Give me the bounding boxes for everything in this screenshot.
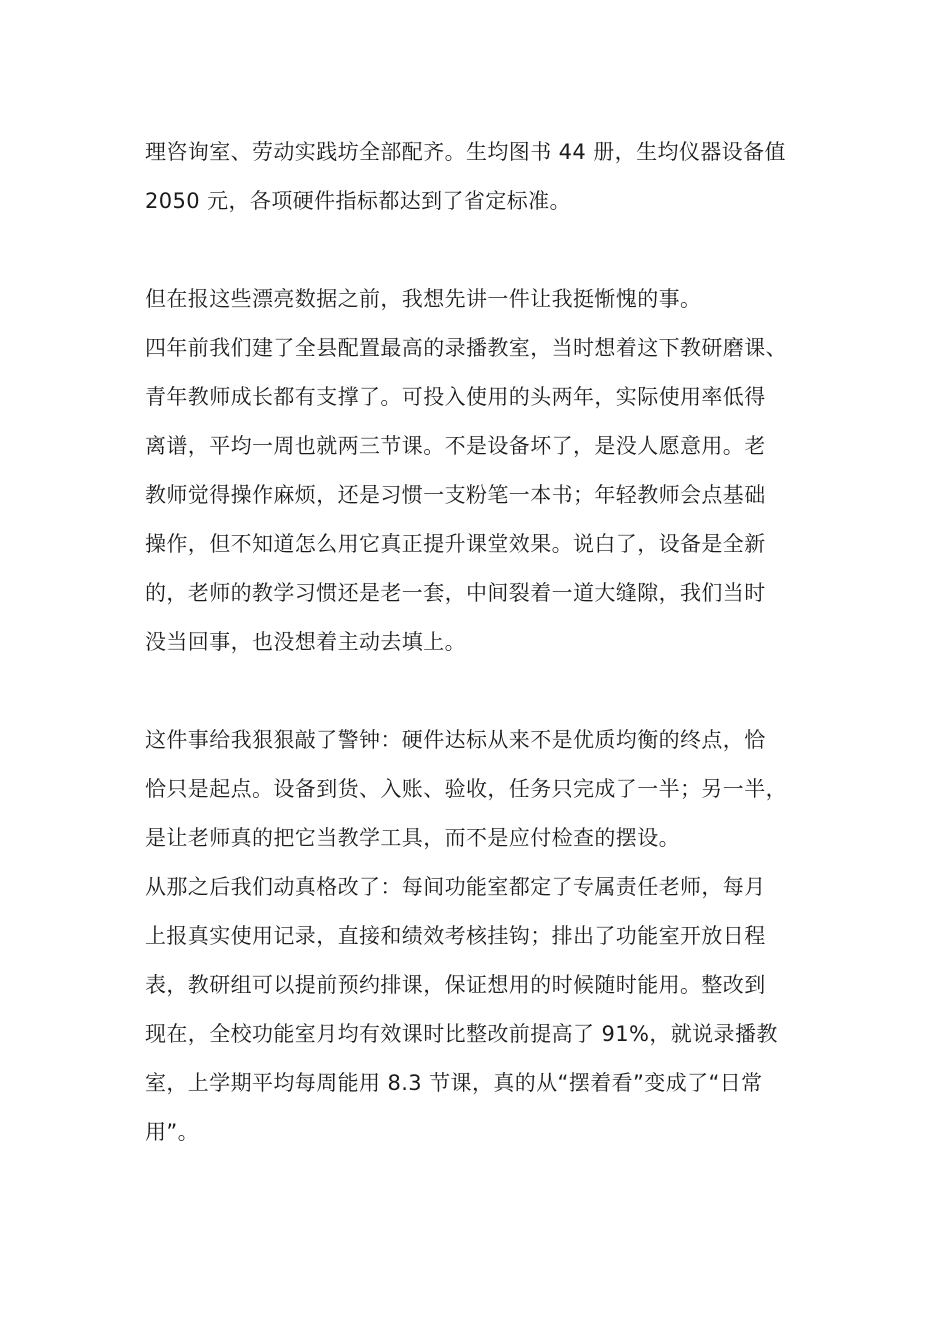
text-line: 表，教研组可以提前预约排课，保证想用的时候随时能用。整改到: [145, 973, 766, 997]
document-body: [145, 128, 825, 1157]
paragraph: [145, 128, 825, 226]
text-line: 现在，全校功能室月均有效课时比整改前提高了 91%，就说录播教: [145, 1022, 778, 1046]
text-line: 的，老师的教学习惯还是老一套，中间裂着一道大缝隙，我们当时: [145, 581, 766, 605]
paragraph: [145, 863, 825, 1157]
paragraph: [145, 716, 825, 863]
text-line: 操作，但不知道怎么用它真正提升课堂效果。说白了，设备是全新: [145, 532, 766, 556]
text-line: 室，上学期平均每周能用 8.3 节课，真的从“摆着看”变成了“日常: [145, 1071, 763, 1095]
text-line: 理咨询室、劳动实践坊全部配齐。生均图书 44 册，生均仪器设备值: [145, 140, 786, 164]
paragraph: [145, 324, 825, 667]
text-line: 没当回事，也没想着主动去填上。: [145, 630, 466, 654]
text-line: 四年前我们建了全县配置最高的录播教室，当时想着这下教研磨课、: [145, 336, 787, 360]
text-line: 但在报这些漂亮数据之前，我想先讲一件让我挺惭愧的事。: [145, 287, 702, 311]
text-line: 从那之后我们动真格改了：每间功能室都定了专属责任老师，每月: [145, 875, 766, 899]
text-line: 上报真实使用记录，直接和绩效考核挂钩；排出了功能室开放日程: [145, 924, 766, 948]
text-line: 恰只是起点。设备到货、入账、验收，任务只完成了一半；另一半，: [145, 777, 787, 801]
text-line: 离谱，平均一周也就两三节课。不是设备坏了，是没人愿意用。老: [145, 434, 766, 458]
paragraph-spacer: [145, 667, 825, 716]
text-line: 用”。: [145, 1120, 200, 1144]
text-line: 教师觉得操作麻烦，还是习惯一支粉笔一本书；年轻教师会点基础: [145, 483, 766, 507]
text-line: 2050 元，各项硬件指标都达到了省定标准。: [145, 189, 571, 213]
text-line: 青年教师成长都有支撑了。可投入使用的头两年，实际使用率低得: [145, 385, 766, 409]
text-line: 这件事给我狠狠敲了警钟：硬件达标从来不是优质均衡的终点，恰: [145, 728, 766, 752]
paragraph-spacer: [145, 226, 825, 275]
paragraph: [145, 275, 825, 324]
text-line: 是让老师真的把它当教学工具，而不是应付检查的摆设。: [145, 826, 680, 850]
